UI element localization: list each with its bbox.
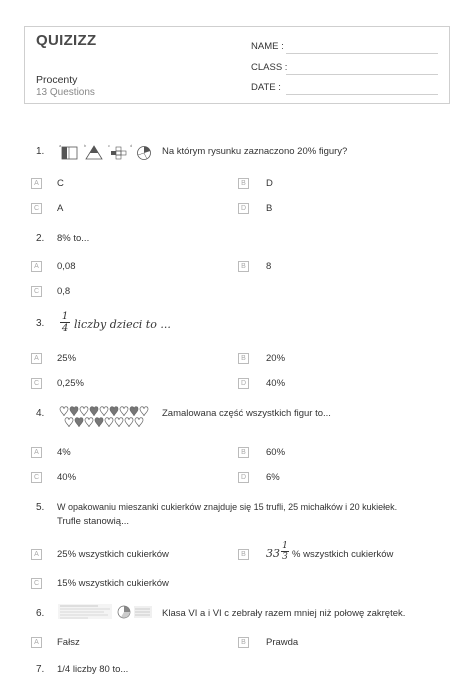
name-field[interactable] <box>286 53 438 54</box>
option-text: 25% <box>57 353 77 364</box>
figure-label: a <box>59 143 62 148</box>
date-field[interactable] <box>286 94 438 95</box>
option-text: 6% <box>266 472 280 483</box>
option-text: 0,8 <box>57 286 71 297</box>
question-count: 13 Questions <box>36 87 95 98</box>
option-letter-box[interactable]: B <box>238 637 249 648</box>
fraction-numerator: 1 <box>282 541 288 551</box>
fraction <box>60 311 70 334</box>
option-letter-box[interactable]: A <box>31 353 42 364</box>
worksheet-title: Procenty <box>36 74 78 86</box>
question-text: 1/4 liczby 80 to... <box>57 664 129 675</box>
option-letter-box[interactable]: C <box>31 203 42 214</box>
option-text: % wszystkich cukierków <box>292 549 394 560</box>
option-text: 40% <box>266 378 286 389</box>
option-text: 0,08 <box>57 261 76 272</box>
option-letter-box[interactable]: B <box>238 549 249 560</box>
data-table-and-chart-image <box>58 603 154 621</box>
question-number: 1. <box>36 146 45 157</box>
question-number: 4. <box>36 408 45 419</box>
date-label: DATE : <box>251 82 281 93</box>
option-letter-box[interactable]: C <box>31 472 42 483</box>
question-text: Klasa VI a i VI c zebrały razem mniej niż połowę zakrętek. <box>162 608 406 619</box>
option-text: 60% <box>266 447 286 458</box>
question-text: Na którym rysunku zaznaczono 20% figury? <box>162 146 348 157</box>
fraction-denominator: 3 <box>282 552 288 562</box>
question-text: 8% to... <box>57 233 90 244</box>
option-letter-box[interactable]: C <box>31 378 42 389</box>
option-letter-box[interactable]: C <box>31 286 42 297</box>
option-letter-box[interactable]: B <box>238 447 249 458</box>
option-letter-box[interactable]: B <box>238 178 249 189</box>
option-letter-box[interactable]: D <box>238 203 249 214</box>
option-text: 20% <box>266 353 286 364</box>
option-letter-box[interactable]: B <box>238 353 249 364</box>
option-letter-box[interactable]: C <box>31 578 42 589</box>
option-text: 0,25% <box>57 378 84 389</box>
figure-label: c <box>108 143 110 148</box>
shape-figures-image <box>58 142 156 162</box>
option-text: Prawda <box>266 637 299 648</box>
class-field[interactable] <box>286 74 438 75</box>
option-text: 8 <box>266 261 272 272</box>
option-letter-box[interactable]: A <box>31 447 42 458</box>
hearts-figure-image <box>58 404 154 430</box>
question-number: 6. <box>36 608 45 619</box>
figure-label: d <box>130 143 133 148</box>
option-text: C <box>57 178 64 189</box>
name-label: NAME : <box>251 41 284 52</box>
option-letter-box[interactable]: D <box>238 472 249 483</box>
fraction <box>281 541 289 562</box>
option-text: B <box>266 203 273 214</box>
option-text: 4% <box>57 447 71 458</box>
fraction-denominator: 4 <box>61 323 69 334</box>
question-number: 2. <box>36 233 45 244</box>
question-text: liczby dzieci to ... <box>74 318 171 331</box>
option-letter-box[interactable]: A <box>31 549 42 560</box>
option-letter-box[interactable]: B <box>238 261 249 272</box>
fraction-numerator: 1 <box>61 311 69 322</box>
question-number: 7. <box>36 664 45 675</box>
option-text: A <box>57 203 64 214</box>
option-letter-box[interactable]: A <box>31 637 42 648</box>
quizizz-logo: QUIZIZZ <box>36 32 97 49</box>
question-text: Zamalowana część wszystkich figur to... <box>162 408 331 419</box>
mixed-number-whole: 33 <box>266 547 280 560</box>
option-letter-box[interactable]: A <box>31 178 42 189</box>
class-label: CLASS : <box>251 62 288 73</box>
option-text: 40% <box>57 472 77 483</box>
option-text: D <box>266 178 273 189</box>
question-number: 5. <box>36 502 45 513</box>
question-number: 3. <box>36 318 45 329</box>
option-text: 15% wszystkich cukierków <box>57 578 169 589</box>
option-text: Fałsz <box>57 637 80 648</box>
question-text-line1: W opakowaniu mieszanki cukierków znajduje się 15 trufli, 25 michałków i 20 kukiełek. <box>57 502 398 512</box>
figure-label: b <box>84 143 87 148</box>
question-text-line2: Trufle stanowią... <box>57 516 129 527</box>
option-letter-box[interactable]: D <box>238 378 249 389</box>
option-text: 25% wszystkich cukierków <box>57 549 169 560</box>
option-letter-box[interactable]: A <box>31 261 42 272</box>
